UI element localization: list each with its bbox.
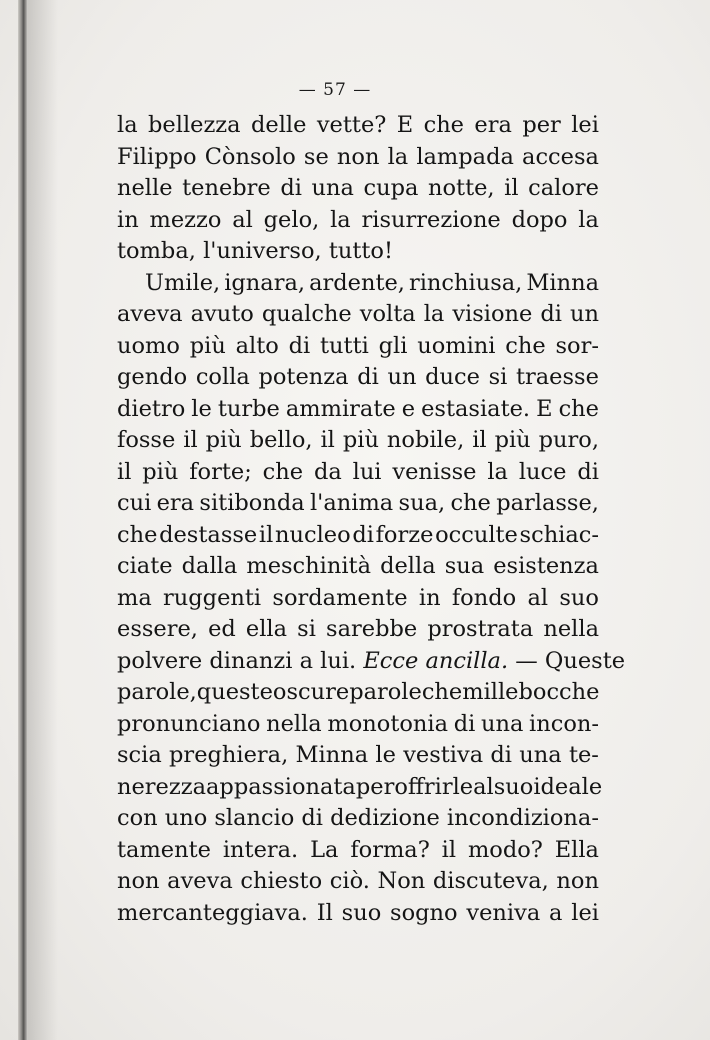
text-line: fosse il più bello, il più nobile, il più puro, [117, 427, 599, 453]
text-line: Filippo Cònsolo se non la lampada accesa [117, 143, 599, 170]
text-line: ciate dalla meschinità della sua esistenza [117, 553, 599, 579]
text-line: cui era sitibonda l'anima sua, che parlasse, [117, 490, 599, 516]
text-line: non aveva chiesto ciò. Non discuteva, non [117, 868, 599, 894]
text-line: mercanteggiava. Il suo sogno veniva a lei [117, 899, 599, 926]
text-line: nerezza appassionata per offrirle al suo ideale [117, 773, 603, 800]
text-line: scia preghiera, Minna le vestiva di una te- [117, 742, 599, 768]
latin-quote: Ecce ancilla. [363, 647, 509, 674]
page-number: — 57 — [298, 80, 372, 100]
body-text [117, 110, 626, 929]
text-line: con uno slancio di dedizione incondiziona- [117, 805, 599, 831]
text-line: tamente intera. La forma? il modo? Ella [117, 836, 599, 863]
text-segment: — Queste [508, 647, 626, 674]
text-line: aveva avuto qualche volta la visione di un [117, 301, 599, 327]
text-line: pronunciano nella monotonia di una incon- [117, 710, 599, 737]
text-line: tomba, l'universo, tutto! [117, 238, 394, 264]
spine-shadow [28, 0, 58, 1040]
book-spine [18, 0, 28, 1040]
text-line: uomo più alto di tutti gli uomini che sor- [117, 332, 599, 359]
text-line: dietro le turbe ammirate e estasiate. E che [117, 395, 599, 422]
text-line: il più forte; che da lui venisse la luce di [117, 458, 599, 485]
text-segment: polvere dinanzi a lui. [117, 647, 364, 674]
text-line: nelle tenebre di una cupa notte, il calore [117, 175, 599, 201]
text-line: ma ruggenti sordamente in fondo al suo [117, 584, 599, 611]
text-line: essere, ed ella si sarebbe prostrata nella [117, 616, 599, 642]
text-line: parole, queste oscure parole che mille bocche [117, 679, 600, 705]
text-line: in mezzo al gelo, la risurrezione dopo la [117, 206, 599, 233]
text-line: Umile, ignara, ardente, rinchiusa, Minna [145, 269, 599, 296]
text-line-with-quote [117, 646, 626, 678]
text-line: la bellezza delle vette? E che era per lei [117, 112, 599, 138]
text-line: gendo colla potenza di un duce si traesse [117, 364, 599, 390]
text-line: che destasse il nucleo di forze occulte schiac- [117, 521, 599, 548]
